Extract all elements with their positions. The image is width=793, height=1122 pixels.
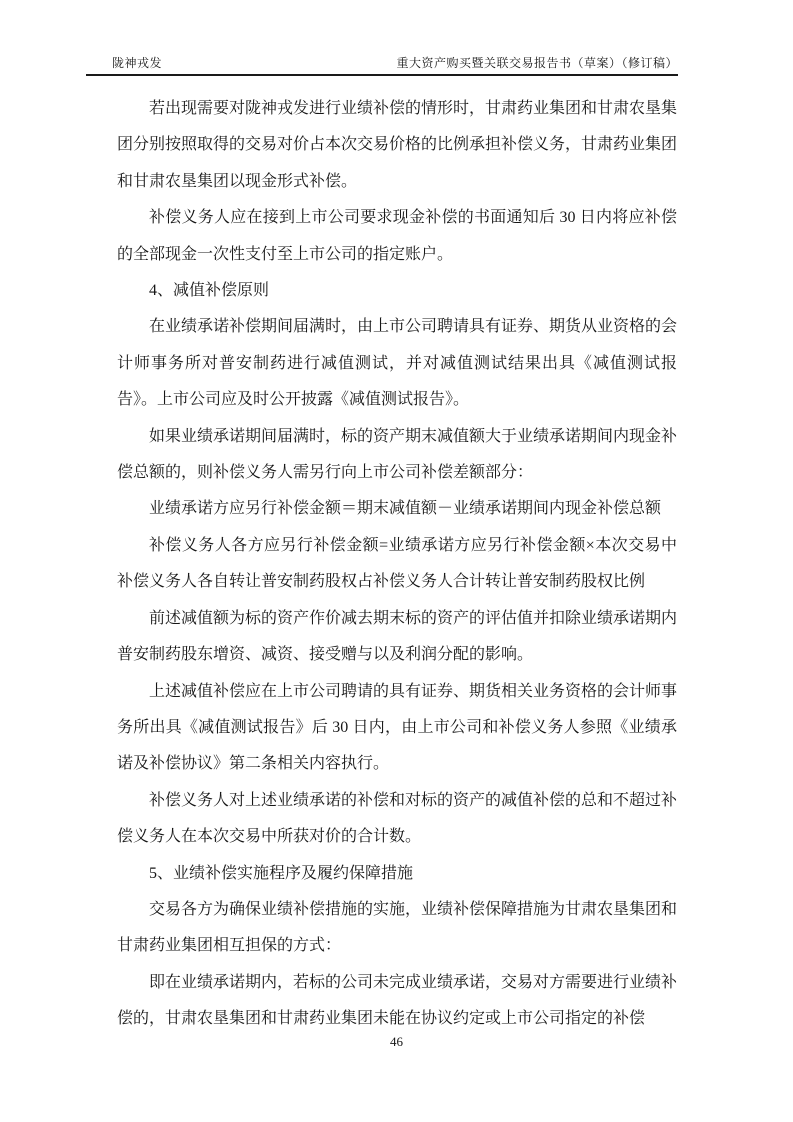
paragraph: 业绩承诺方应另行补偿金额＝期末减值额－业绩承诺期间内现金补偿总额 — [149, 500, 662, 518]
paragraph: 补偿义务人各方应另行补偿金额=业绩承诺方应另行补偿金额×本次交易中补偿义务人各自转让普安制药股权占补偿义务人合计转让普安制药股权比例 — [117, 536, 677, 591]
paragraph: 补偿义务人对上述业绩承诺的补偿和对标的资产的减值补偿的总和不超过补偿义务人在本次交易中所获对价的合计数。 — [117, 791, 678, 846]
document-body — [117, 91, 677, 1038]
paragraph: 补偿义务人应在接到上市公司要求现金补偿的书面通知后 30 日内将应补偿的全部现金一次性支付至上市公司的指定账户。 — [117, 209, 677, 263]
page-number: 46 — [390, 1034, 403, 1049]
paragraph: 若出现需要对陇神戎发进行业绩补偿的情形时，甘肃药业集团和甘肃农垦集团分别按照取得的交易对价占本次交易价格的比例承担补偿义务，甘肃药业集团和甘肃农垦集团以现金形式补偿。 — [117, 100, 678, 190]
page-header — [112, 54, 678, 71]
header-report-title: 重大资产购买暨关联交易报告书（草案）（修订稿） — [396, 56, 678, 70]
paragraph: 前述减值额为标的资产作价减去期末标的资产的评估值并扣除业绩承诺期内普安制药股东增资、减资、接受赠与以及利润分配的影响。 — [117, 609, 678, 664]
section-heading: 5、业绩补偿实施程序及履约保障措施 — [149, 864, 414, 882]
paragraph: 如果业绩承诺期间届满时，标的资产期末减值额大于业绩承诺期间内现金补偿总额的，则补偿义务人需另行向上市公司补偿差额部分： — [117, 427, 678, 482]
paragraph: 在业绩承诺补偿期间届满时，由上市公司聘请具有证券、期货从业资格的会计师事务所对普安制药进行减值测试，并对减值测试结果出具《减值测试报告》。上市公司应及时公开披露《减值测试报告》。 — [117, 318, 678, 409]
page-footer — [0, 1034, 793, 1050]
section-heading: 4、减值补偿原则 — [149, 282, 270, 300]
paragraph: 交易各方为确保业绩补偿措施的实施，业绩补偿保障措施为甘肃农垦集团和甘肃药业集团相互担保的方式： — [117, 900, 678, 955]
paragraph: 即在业绩承诺期内，若标的公司未完成业绩承诺，交易对方需要进行业绩补偿的，甘肃农垦集团和甘肃药业集团未能在协议约定或上市公司指定的补偿 — [117, 973, 678, 1028]
paragraph: 上述减值补偿应在上市公司聘请的具有证券、期货相关业务资格的会计师事务所出具《减值测试报告》后 30 日内，由上市公司和补偿义务人参照《业绩承诺及补偿协议》第二条相关内容执行。 — [117, 682, 678, 773]
header-rule — [86, 74, 678, 76]
header-company-name: 陇神戎发 — [112, 56, 163, 70]
